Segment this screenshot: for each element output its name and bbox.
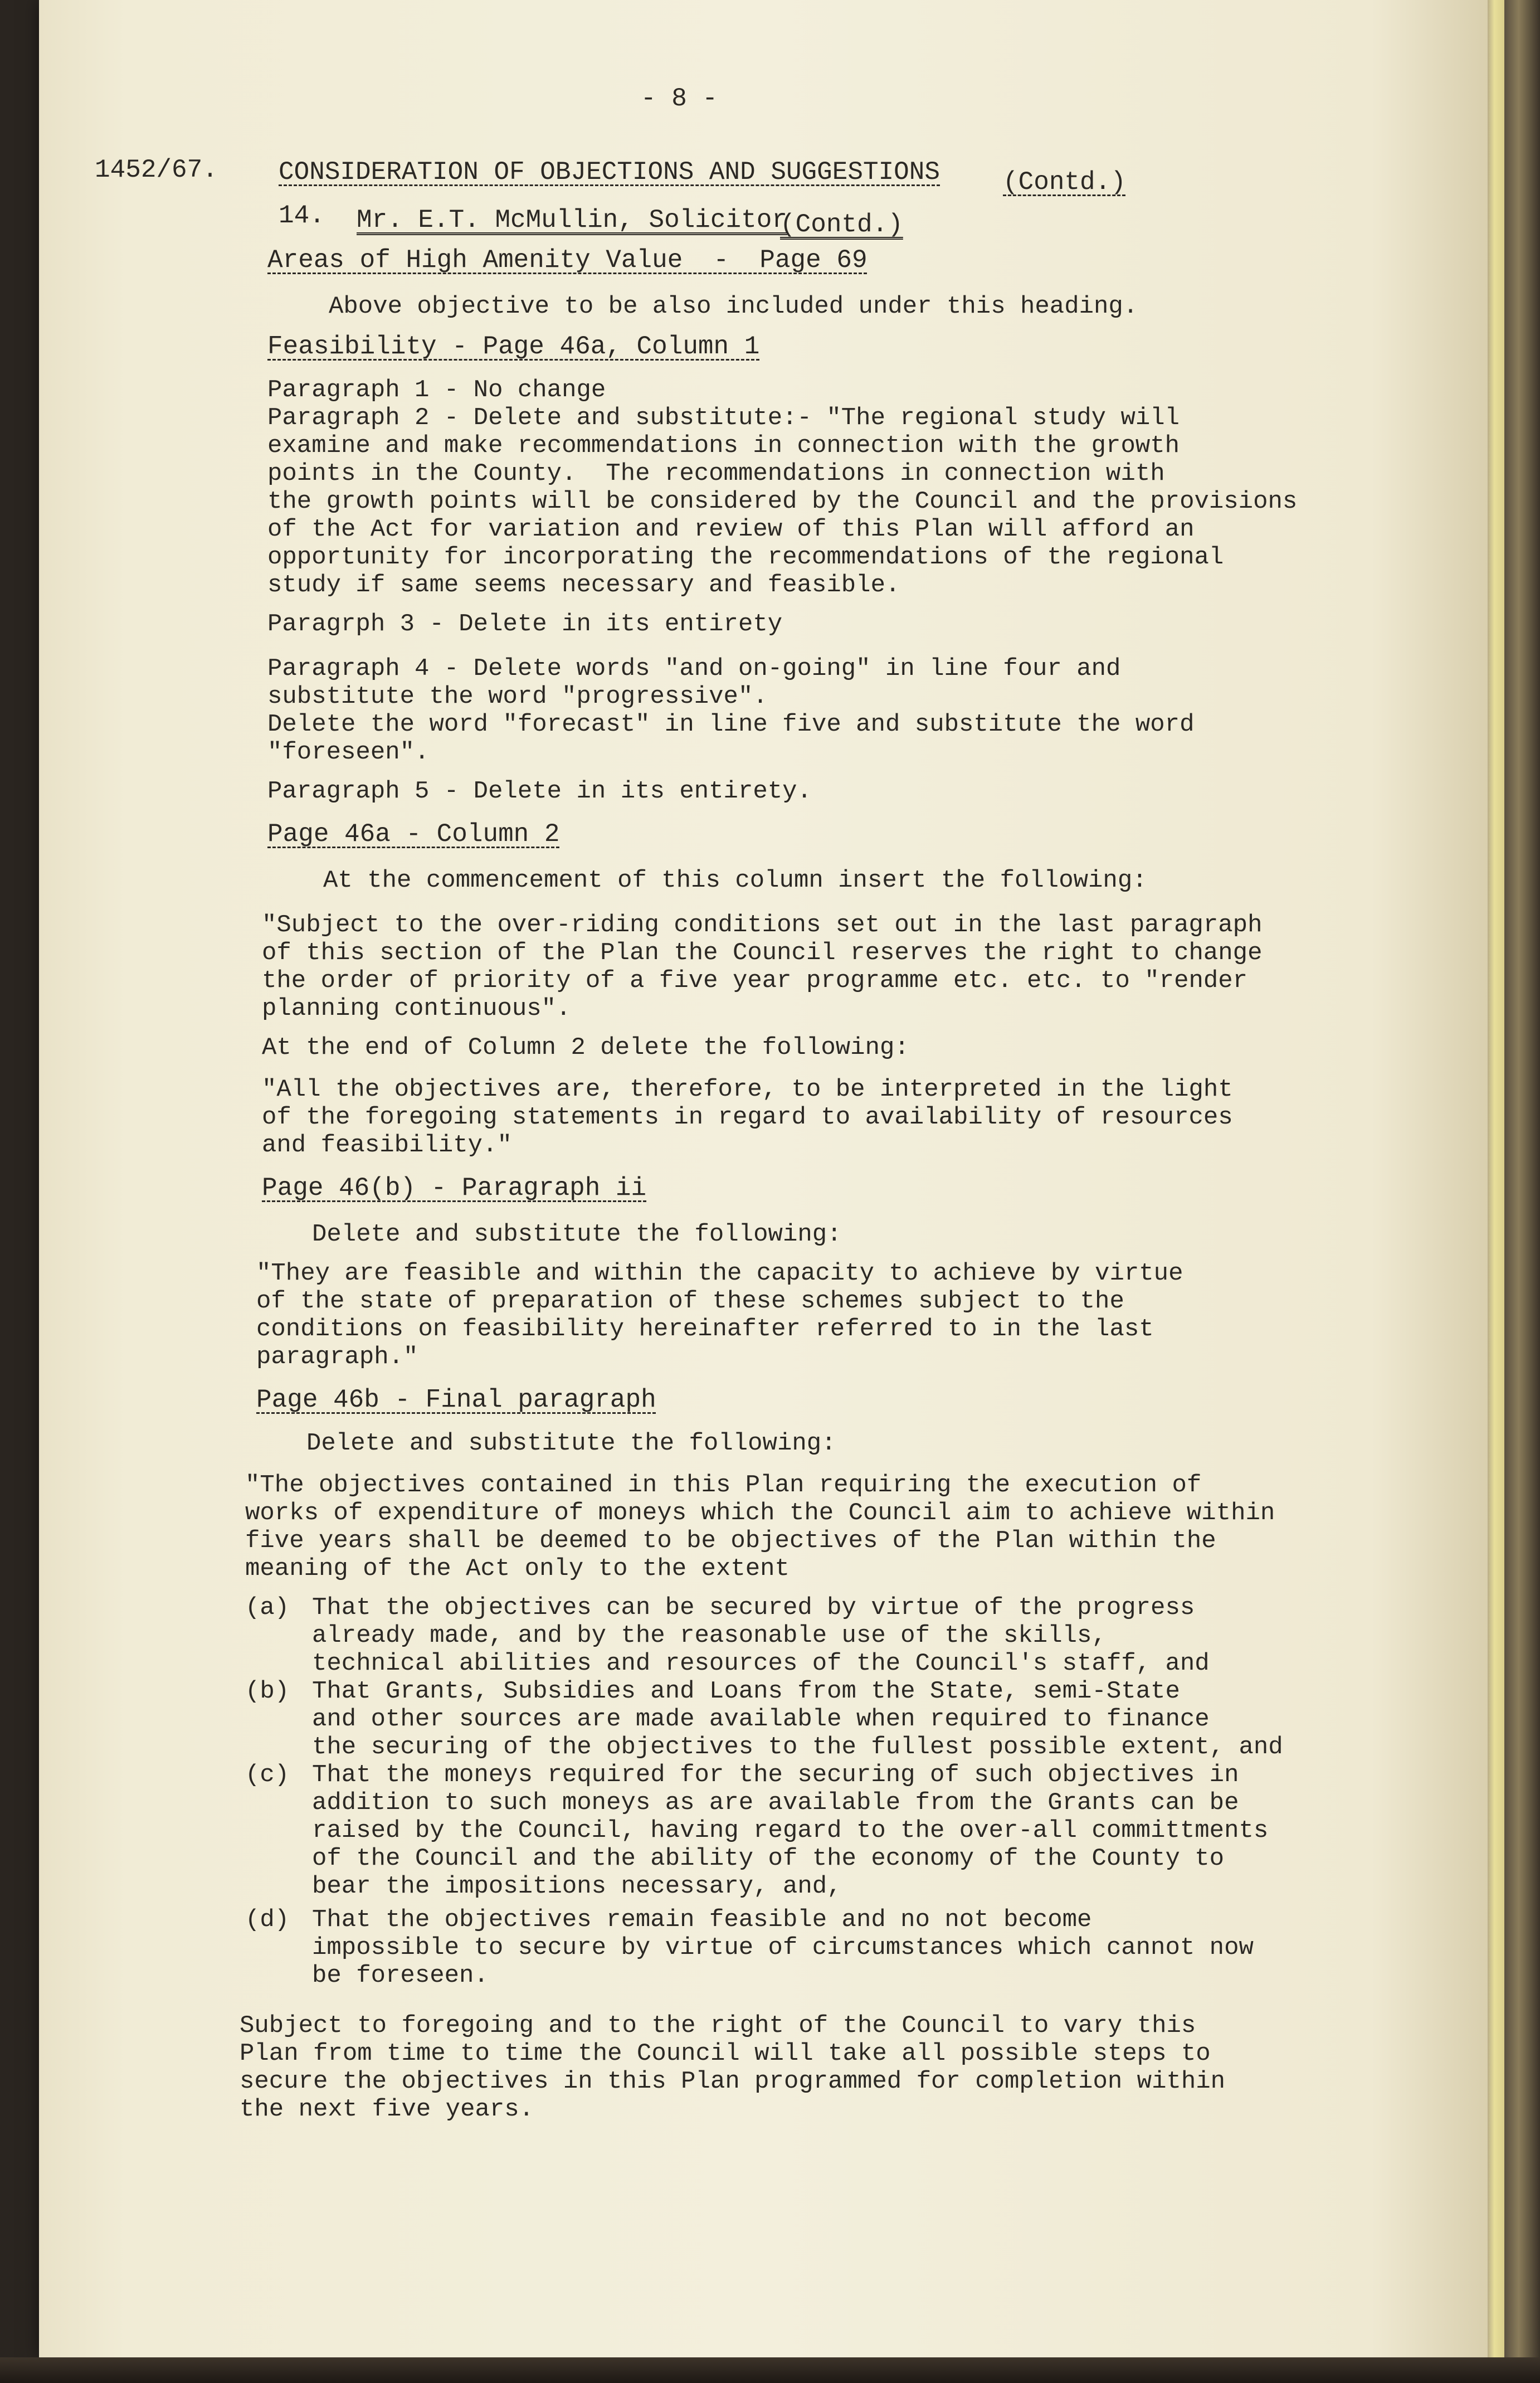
closing-paragraph: Subject to foregoing and to the right of the Council to vary this Plan from time to time the Council will take all possible steps to secure the objectives in this Plan programmed for completion within the next five years. — [240, 2012, 1226, 2123]
item-number: 14. — [279, 201, 325, 230]
condition-label: (d) — [245, 1906, 290, 1934]
subheading-column-2: Page 46a - Column 2 — [267, 820, 560, 849]
subheading-feasibility: Feasibility - Page 46a, Column 1 — [267, 332, 760, 361]
condition-text: That Grants, Subsidies and Loans from the State, semi-State and other sources are made available when required to finance the securing of the objectives to the fullest possible extent, and — [312, 1677, 1283, 1761]
item-title: Mr. E.T. McMullin, Solicitor — [357, 206, 787, 235]
column-2-quote: "Subject to the over-riding conditions set out in the last paragraph of this section of the Plan the Council reserves the right to change the order of priority of a five year programme etc. etc. to "render planning continuous". — [262, 911, 1263, 1023]
paragraph-4: Paragraph 4 - Delete words "and on-going" in line four and substitute the word "progressive". Delete the word "forecast" in line five and substitute the word "foreseen". — [267, 655, 1195, 766]
bottom-band — [0, 2357, 1540, 2383]
section-heading: CONSIDERATION OF OBJECTIONS AND SUGGESTIONS — [279, 158, 940, 187]
page-edge-strip — [1488, 0, 1504, 2357]
subheading-final-paragraph: Page 46b - Final paragraph — [256, 1385, 656, 1414]
page-46b-intro: Delete and substitute the following: — [312, 1220, 842, 1248]
column-2-end-quote: "All the objectives are, therefore, to be interpreted in the light of the foregoing statements in regard to availability of resources and feasibility." — [262, 1076, 1233, 1159]
condition-text: That the objectives can be secured by virtue of the progress already made, and by the reasonable use of the skills, technical abilities and resources of the Council's staff, and — [312, 1594, 1210, 1677]
condition-item — [245, 1594, 1304, 1677]
paragraph-2: Paragraph 2 - Delete and substitute:- "The regional study will examine and make recommendations in connection with the growth points in the County. The recommendations in connection with the growth points will be considered by the Council and the provisions of the Act for variation and review of this Plan will afford an opportunity for incorporating the recommendations of the regional study if same seems necessary and feasible. — [267, 404, 1298, 599]
reference-number: 1452/67. — [95, 155, 218, 184]
heading-contd: (Contd.) — [1003, 168, 1126, 197]
final-quote: "The objectives contained in this Plan requiring the execution of works of expenditure of moneys which the Council aim to achieve within five years shall be deemed to be objectives of the Plan within the meaning of the Act only to the extent — [245, 1471, 1275, 1583]
document-page — [39, 0, 1488, 2357]
paragraph-5: Paragraph 5 - Delete in its entirety. — [267, 777, 812, 805]
amenity-text: Above objective to be also included under this heading. — [329, 293, 1138, 320]
binding-edge — [1504, 0, 1540, 2357]
final-intro: Delete and substitute the following: — [306, 1429, 836, 1457]
condition-item — [245, 1761, 1304, 1900]
column-2-intro: At the commencement of this column insert the following: — [323, 867, 1147, 894]
condition-item — [245, 1677, 1304, 1761]
paragraph-3: Paragrph 3 - Delete in its entirety — [267, 610, 783, 638]
subheading-46b-para-ii: Page 46(b) - Paragraph ii — [262, 1174, 647, 1203]
column-2-end: At the end of Column 2 delete the following: — [262, 1034, 909, 1062]
condition-text: That the moneys required for the securing of such objectives in addition to such moneys as are available from the Grants can be raised by the Council, having regard to the over-all committments of the Council and the ability of the economy of the County to bear the impositions necessary, and, — [312, 1761, 1269, 1900]
condition-label: (c) — [245, 1761, 290, 1789]
paragraph-1: Paragraph 1 - No change — [267, 376, 606, 404]
page-46b-quote: "They are feasible and within the capacity to achieve by virtue of the state of preparation of these schemes subject to the conditions on feasibility hereinafter referred to in the last paragraph." — [256, 1259, 1183, 1371]
item-contd: (Contd.) — [780, 210, 903, 239]
page-number: - 8 - — [641, 84, 718, 113]
condition-label: (a) — [245, 1594, 290, 1622]
subheading-amenity: Areas of High Amenity Value - Page 69 — [267, 246, 868, 275]
condition-item — [245, 1906, 1304, 1990]
condition-text: That the objectives remain feasible and no not become impossible to secure by virtue of circumstances which cannot now be foreseen. — [312, 1906, 1254, 1990]
condition-label: (b) — [245, 1677, 290, 1705]
